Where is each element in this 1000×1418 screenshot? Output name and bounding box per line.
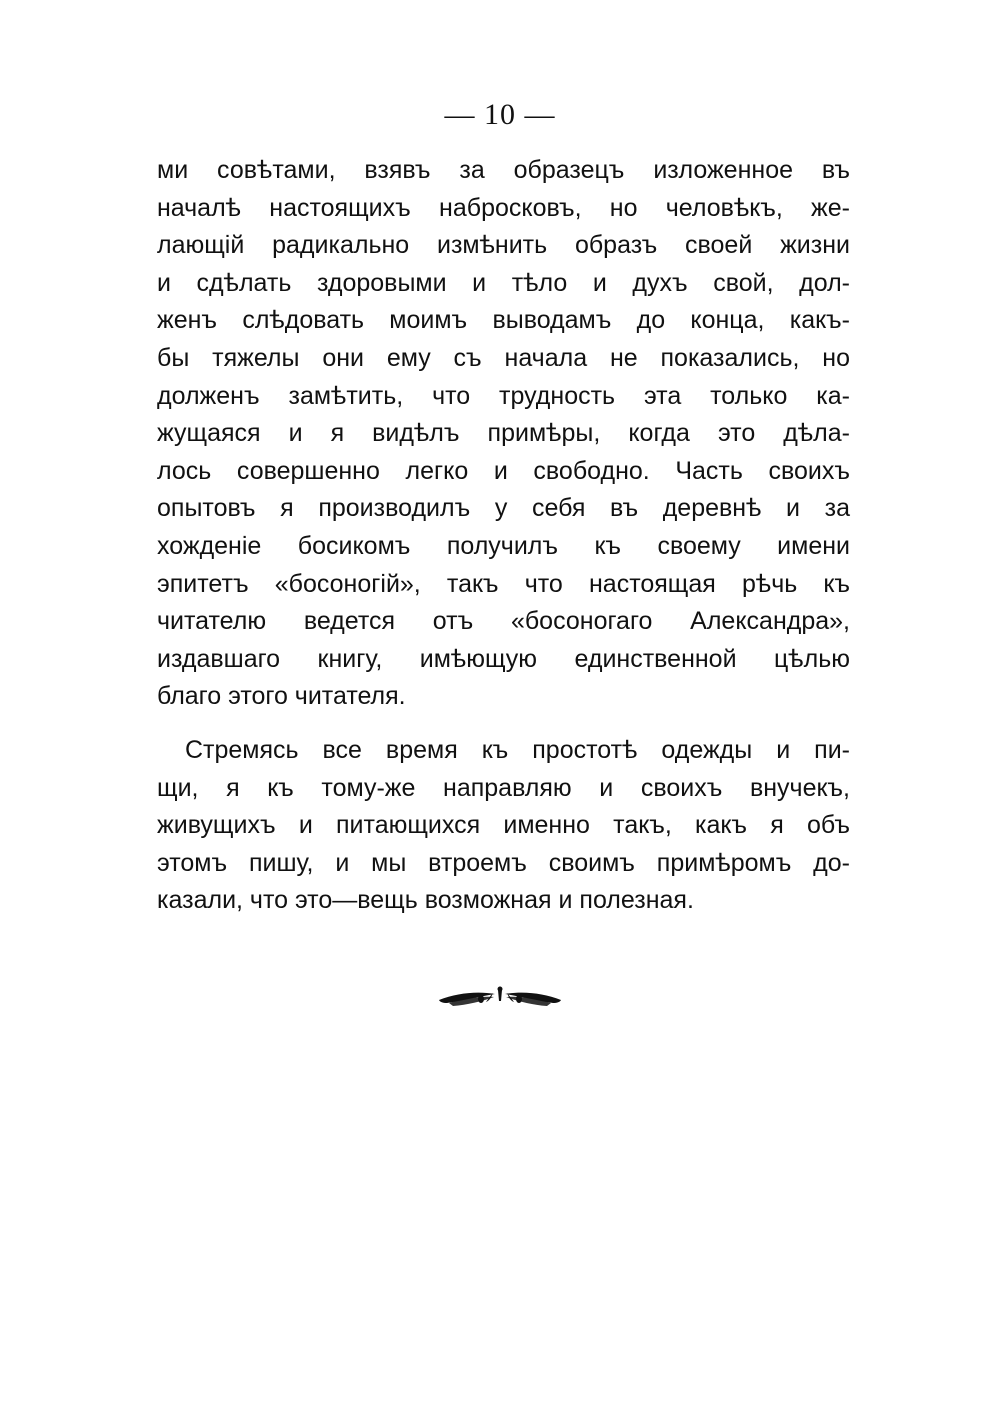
text-line: казали, что это—вещь возможная и полезная. [157, 886, 694, 915]
text-line: щи, я къ тому-же направляю и своихъ внучекъ, [157, 773, 850, 802]
text-line: лось совершенно легко и свободно. Часть своихъ [157, 456, 850, 485]
text-line: бы тяжелы они ему съ начала не показались, но [157, 343, 850, 372]
text-line: Стремясь все время къ простотѣ одежды и пи- [185, 735, 850, 764]
text-line: опытовъ я производилъ у себя въ деревнѣ и за [157, 494, 850, 523]
text-line: читателю ведется отъ «босоногаго Александра», [157, 607, 850, 636]
floral-tailpiece-ornament-icon [437, 984, 563, 1014]
text-line: долженъ замѣтить, что трудность эта только ка- [157, 381, 850, 410]
paragraph-1 [157, 152, 850, 716]
text-line: этомъ пишу, и мы втроемъ своимъ примѣромъ до- [157, 848, 850, 877]
text-line: издавшаго книгу, имѣющую единственной цѣлью [157, 644, 850, 673]
text-line: ми совѣтами, взявъ за образецъ изложенное въ [157, 156, 850, 184]
text-line: хожденіе босикомъ получилъ къ своему имени [157, 531, 850, 560]
paragraph-spacer [157, 716, 850, 732]
text-line: живущихъ и питающихся именно такъ, какъ я объ [157, 811, 850, 840]
paragraph-2 [157, 732, 850, 920]
text-line: и сдѣлать здоровыми и тѣло и духъ свой, дол- [157, 268, 850, 297]
page-number: — 10 — [444, 98, 556, 131]
text-line: началѣ настоящихъ набросковъ, но человѣкъ, же- [157, 193, 850, 222]
body-text [157, 152, 850, 920]
text-line: лающій радикально измѣнить образъ своей жизни [157, 231, 850, 260]
text-line: женъ слѣдовать моимъ выводамъ до конца, какъ- [157, 306, 850, 335]
text-line: жущаяся и я видѣлъ примѣры, когда это дѣла- [157, 419, 850, 448]
text-line: благо этого читателя. [157, 682, 406, 711]
text-line: эпитетъ «босоногій», такъ что настоящая рѣчь къ [157, 569, 850, 598]
